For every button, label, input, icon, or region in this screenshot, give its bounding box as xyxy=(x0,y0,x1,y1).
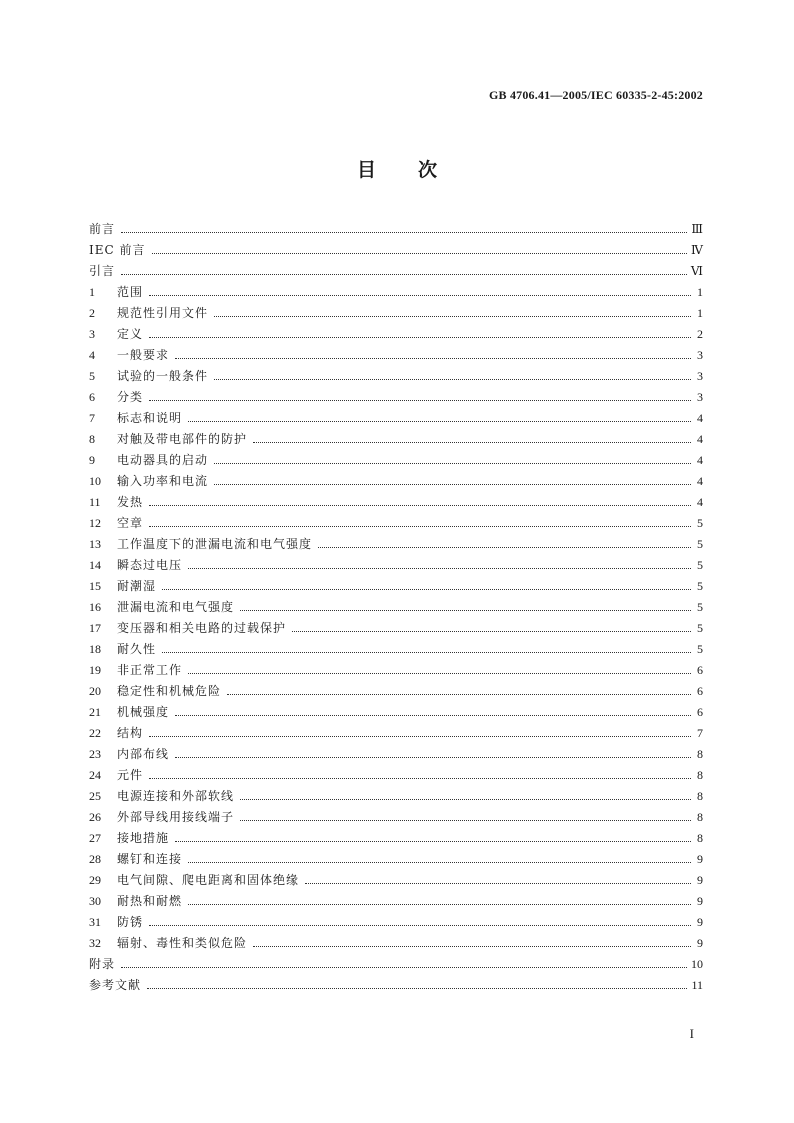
toc-leader-dots xyxy=(147,988,687,989)
page-number: I xyxy=(689,1026,694,1041)
toc-leader-dots xyxy=(149,295,691,296)
toc-entry-page: 5 xyxy=(697,642,703,656)
toc-entry-number: 12 xyxy=(89,516,101,530)
toc-entry-label: 前言 xyxy=(89,222,116,236)
toc-entry[interactable] xyxy=(89,282,703,303)
toc-entry-number: 9 xyxy=(89,453,95,467)
toc-entry-label: 发热 xyxy=(117,495,144,509)
toc-entry[interactable] xyxy=(89,681,703,702)
toc-leader-dots xyxy=(240,799,691,800)
toc-entry-page: 3 xyxy=(697,369,703,383)
toc-entry-page: 5 xyxy=(697,579,703,593)
toc-entry-number: 2 xyxy=(89,306,95,320)
toc-entry-page: 5 xyxy=(697,516,703,530)
toc-entry-page: 4 xyxy=(697,453,703,467)
toc-leader-dots xyxy=(121,232,687,233)
toc-leader-dots xyxy=(175,841,691,842)
toc-entry-label: IEC 前言 xyxy=(89,243,146,257)
toc-entry-label: 防锈 xyxy=(117,915,144,929)
toc-entry[interactable] xyxy=(89,534,703,555)
toc-leader-dots xyxy=(188,862,691,863)
toc-entry-number: 15 xyxy=(89,579,101,593)
toc-entry-label: 试验的一般条件 xyxy=(117,369,209,383)
toc-entry-number: 14 xyxy=(89,558,101,572)
toc-entry[interactable] xyxy=(89,345,703,366)
toc-entry[interactable] xyxy=(89,618,703,639)
table-of-contents xyxy=(89,219,703,996)
toc-entry-number: 1 xyxy=(89,285,95,299)
toc-entry-page: 4 xyxy=(697,411,703,425)
toc-entry-page: 8 xyxy=(697,747,703,761)
toc-entry[interactable] xyxy=(89,240,703,261)
toc-entry-page: 3 xyxy=(697,390,703,404)
page-title: 目次 xyxy=(356,159,479,181)
toc-entry[interactable] xyxy=(89,219,703,240)
toc-leader-dots xyxy=(214,379,691,380)
toc-entry-label: 电气间隙、爬电距离和固体绝缘 xyxy=(117,873,300,887)
toc-leader-dots xyxy=(152,253,688,254)
toc-entry-page: 4 xyxy=(697,495,703,509)
toc-entry-number: 23 xyxy=(89,747,101,761)
toc-leader-dots xyxy=(175,358,691,359)
toc-leader-dots xyxy=(214,484,691,485)
toc-entry-number: 32 xyxy=(89,936,101,950)
toc-entry-label: 辐射、毒性和类似危险 xyxy=(117,936,248,950)
toc-leader-dots xyxy=(121,967,687,968)
toc-entry[interactable] xyxy=(89,954,703,975)
toc-entry-label: 内部布线 xyxy=(117,747,170,761)
toc-entry-label: 泄漏电流和电气强度 xyxy=(117,600,235,614)
toc-entry-label: 稳定性和机械危险 xyxy=(117,684,222,698)
toc-entry-number: 31 xyxy=(89,915,101,929)
toc-entry-number: 19 xyxy=(89,663,101,677)
toc-entry[interactable] xyxy=(89,870,703,891)
toc-entry-page: 4 xyxy=(697,474,703,488)
toc-entry-page: 3 xyxy=(697,348,703,362)
toc-entry-page: 9 xyxy=(697,915,703,929)
toc-entry-number: 17 xyxy=(89,621,101,635)
toc-entry-number: 11 xyxy=(89,495,101,509)
toc-leader-dots xyxy=(214,316,691,317)
toc-entry-label: 变压器和相关电路的过载保护 xyxy=(117,621,287,635)
toc-entry-number: 5 xyxy=(89,369,95,383)
toc-entry-number: 20 xyxy=(89,684,101,698)
toc-entry-page: 2 xyxy=(697,327,703,341)
toc-leader-dots xyxy=(149,778,691,779)
toc-leader-dots xyxy=(175,715,691,716)
toc-entry-page: 7 xyxy=(697,726,703,740)
toc-entry-number: 16 xyxy=(89,600,101,614)
toc-entry-number: 6 xyxy=(89,390,95,404)
toc-leader-dots xyxy=(149,400,691,401)
toc-entry[interactable] xyxy=(89,723,703,744)
toc-entry-number: 29 xyxy=(89,873,101,887)
toc-entry[interactable] xyxy=(89,849,703,870)
toc-leader-dots xyxy=(188,904,691,905)
toc-leader-dots xyxy=(162,589,691,590)
toc-entry-label: 耐久性 xyxy=(117,642,157,656)
toc-entry-number: 26 xyxy=(89,810,101,824)
toc-entry-number: 3 xyxy=(89,327,95,341)
toc-entry-number: 21 xyxy=(89,705,101,719)
toc-entry-label: 参考文献 xyxy=(89,978,142,992)
toc-entry-number: 10 xyxy=(89,474,101,488)
toc-leader-dots xyxy=(149,337,691,338)
toc-entry-label: 电动器具的启动 xyxy=(117,453,209,467)
toc-entry-label: 定义 xyxy=(117,327,144,341)
toc-entry-page: Ⅳ xyxy=(691,243,703,257)
toc-entry-label: 非正常工作 xyxy=(117,663,183,677)
toc-entry-page: Ⅵ xyxy=(690,264,703,278)
toc-entry[interactable] xyxy=(89,513,703,534)
toc-entry[interactable] xyxy=(89,975,703,996)
toc-leader-dots xyxy=(149,925,691,926)
toc-entry-page: 10 xyxy=(691,957,703,971)
toc-leader-dots xyxy=(121,274,687,275)
toc-entry-label: 标志和说明 xyxy=(117,411,183,425)
toc-entry[interactable] xyxy=(89,408,703,429)
toc-entry-page: 6 xyxy=(697,705,703,719)
toc-entry-label: 引言 xyxy=(89,264,116,278)
toc-leader-dots xyxy=(240,610,691,611)
toc-entry-page: 9 xyxy=(697,936,703,950)
toc-entry-number: 13 xyxy=(89,537,101,551)
toc-entry-label: 螺钉和连接 xyxy=(117,852,183,866)
toc-leader-dots xyxy=(253,442,691,443)
toc-entry-label: 工作温度下的泄漏电流和电气强度 xyxy=(117,537,313,551)
toc-entry[interactable] xyxy=(89,828,703,849)
toc-entry-page: 8 xyxy=(697,831,703,845)
toc-leader-dots xyxy=(240,820,691,821)
toc-leader-dots xyxy=(227,694,691,695)
toc-entry-number: 8 xyxy=(89,432,95,446)
toc-entry[interactable] xyxy=(89,702,703,723)
toc-leader-dots xyxy=(188,673,691,674)
toc-entry-label: 电源连接和外部软线 xyxy=(117,789,235,803)
toc-entry-number: 24 xyxy=(89,768,101,782)
toc-entry-page: 11 xyxy=(691,978,703,992)
toc-entry[interactable] xyxy=(89,387,703,408)
toc-entry-number: 22 xyxy=(89,726,101,740)
toc-leader-dots xyxy=(305,883,691,884)
toc-entry-number: 4 xyxy=(89,348,95,362)
toc-entry-page: 9 xyxy=(697,852,703,866)
toc-leader-dots xyxy=(175,757,691,758)
toc-entry-page: 9 xyxy=(697,894,703,908)
toc-entry[interactable] xyxy=(89,450,703,471)
toc-entry[interactable] xyxy=(89,261,703,282)
toc-leader-dots xyxy=(214,463,691,464)
toc-entry-number: 30 xyxy=(89,894,101,908)
toc-entry[interactable] xyxy=(89,891,703,912)
toc-entry-label: 耐潮湿 xyxy=(117,579,157,593)
toc-entry-label: 附录 xyxy=(89,957,116,971)
toc-entry-page: 5 xyxy=(697,537,703,551)
toc-entry-page: 8 xyxy=(697,810,703,824)
toc-entry-label: 接地措施 xyxy=(117,831,170,845)
toc-entry-label: 空章 xyxy=(117,516,144,530)
toc-entry[interactable] xyxy=(89,366,703,387)
toc-entry-number: 25 xyxy=(89,789,101,803)
toc-leader-dots xyxy=(253,946,691,947)
toc-entry-label: 机械强度 xyxy=(117,705,170,719)
toc-entry-label: 范围 xyxy=(117,285,144,299)
toc-entry-number: 27 xyxy=(89,831,101,845)
toc-entry-page: 5 xyxy=(697,621,703,635)
toc-entry-label: 规范性引用文件 xyxy=(117,306,209,320)
toc-entry-page: 5 xyxy=(697,600,703,614)
toc-entry-page: Ⅲ xyxy=(691,222,703,236)
toc-entry-label: 瞬态过电压 xyxy=(117,558,183,572)
toc-entry[interactable] xyxy=(89,807,703,828)
toc-entry[interactable] xyxy=(89,324,703,345)
toc-entry-page: 4 xyxy=(697,432,703,446)
toc-leader-dots xyxy=(188,568,691,569)
toc-entry[interactable] xyxy=(89,597,703,618)
toc-entry[interactable] xyxy=(89,555,703,576)
toc-entry-page: 8 xyxy=(697,789,703,803)
toc-entry[interactable] xyxy=(89,576,703,597)
toc-entry-page: 9 xyxy=(697,873,703,887)
toc-entry-label: 耐热和耐燃 xyxy=(117,894,183,908)
toc-leader-dots xyxy=(162,652,691,653)
toc-entry-page: 6 xyxy=(697,684,703,698)
toc-entry-page: 6 xyxy=(697,663,703,677)
toc-entry[interactable] xyxy=(89,912,703,933)
toc-entry[interactable] xyxy=(89,786,703,807)
toc-entry[interactable] xyxy=(89,933,703,954)
toc-entry[interactable] xyxy=(89,744,703,765)
toc-entry-label: 结构 xyxy=(117,726,144,740)
toc-entry-number: 28 xyxy=(89,852,101,866)
toc-entry-label: 对触及带电部件的防护 xyxy=(117,432,248,446)
toc-leader-dots xyxy=(149,526,691,527)
toc-entry-label: 外部导线用接线端子 xyxy=(117,810,235,824)
toc-entry[interactable] xyxy=(89,492,703,513)
toc-entry-number: 18 xyxy=(89,642,101,656)
toc-leader-dots xyxy=(292,631,691,632)
toc-entry[interactable] xyxy=(89,303,703,324)
toc-leader-dots xyxy=(188,421,691,422)
toc-entry-page: 5 xyxy=(697,558,703,572)
toc-entry[interactable] xyxy=(89,471,703,492)
toc-entry-label: 输入功率和电流 xyxy=(117,474,209,488)
toc-entry-label: 分类 xyxy=(117,390,144,404)
toc-entry-page: 8 xyxy=(697,768,703,782)
toc-leader-dots xyxy=(149,505,691,506)
toc-entry-number: 7 xyxy=(89,411,95,425)
toc-entry[interactable] xyxy=(89,639,703,660)
toc-leader-dots xyxy=(318,547,691,548)
toc-entry-page: 1 xyxy=(697,285,703,299)
toc-entry[interactable] xyxy=(89,660,703,681)
toc-entry-label: 元件 xyxy=(117,768,144,782)
standard-code: GB 4706.41—2005/IEC 60335-2-45:2002 xyxy=(489,88,703,102)
toc-entry[interactable] xyxy=(89,429,703,450)
toc-leader-dots xyxy=(149,736,691,737)
toc-entry[interactable] xyxy=(89,765,703,786)
toc-entry-label: 一般要求 xyxy=(117,348,170,362)
toc-entry-page: 1 xyxy=(697,306,703,320)
